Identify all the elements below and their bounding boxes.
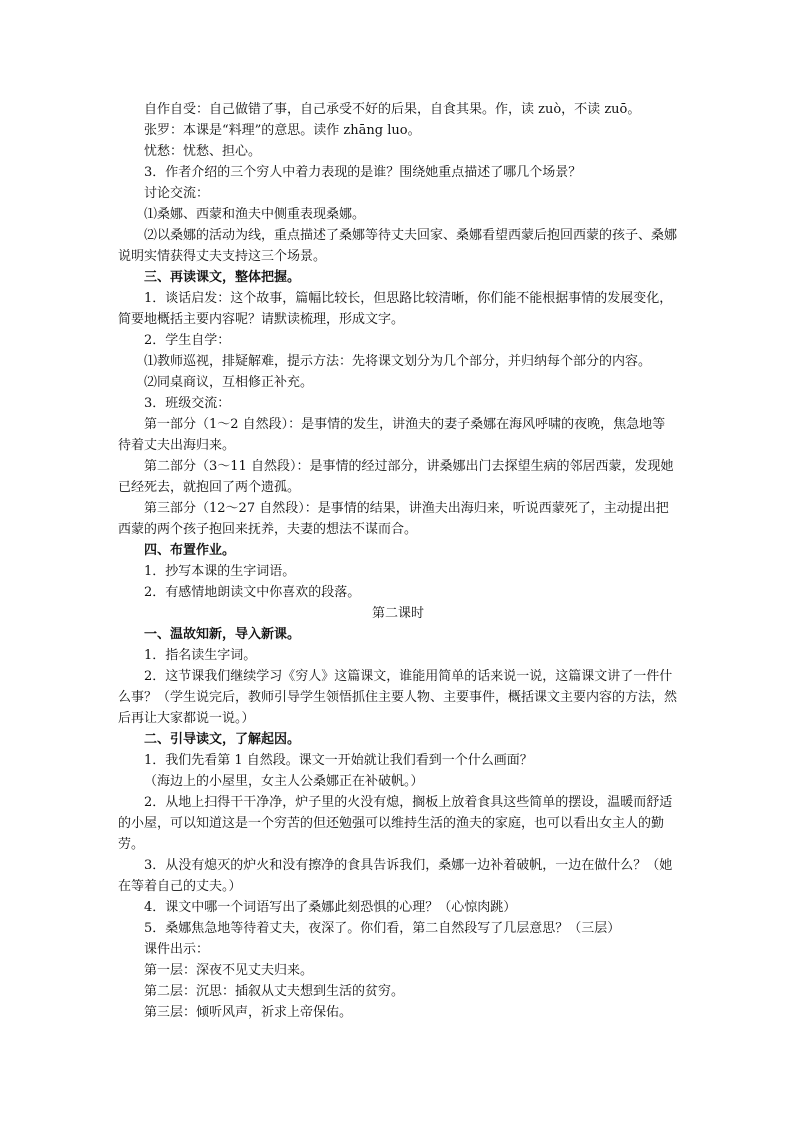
section-heading: 一、温故知新，导入新课。 [144, 627, 301, 642]
paragraph: 第三部分（12～27 自然段）：是事情的结果，讲渔夫出海归来，听说西蒙死了，主动提出把西蒙的两个孩子抱回来抚养，夫妻的想法不谋而合。 [118, 501, 669, 537]
section-heading: 三、再读课文，整体把握。 [144, 270, 301, 285]
paragraph: 课件出示： [144, 942, 210, 957]
document-body [118, 99, 678, 1023]
paragraph: 自作自受：自己做错了事，自己承受不好的后果，自食其果。作，读 zuò，不读 zuō。 [144, 102, 641, 117]
paragraph: （海边上的小屋里，女主人公桑娜正在补破帆。） [144, 774, 424, 789]
paragraph: 4．课文中哪一个词语写出了桑娜此刻恐惧的心理？（心惊肉跳） [144, 900, 517, 915]
paragraph: 2．有感情地朗读文中你喜欢的段落。 [144, 585, 361, 600]
paragraph: 3．作者介绍的三个穷人中着力表现的是谁？围绕她重点描述了哪几个场景？ [144, 165, 582, 180]
paragraph: 5．桑娜焦急地等待着丈夫，夜深了。你们看，第二自然段写了几层意思？（三层） [144, 921, 621, 936]
paragraph: 1．我们先看第 1 自然段。课文一开始就让我们看到一个什么画面？ [144, 753, 533, 768]
paragraph: 3．从没有熄灭的炉火和没有擦净的食具告诉我们，桑娜一边补着破帆，一边在做什么？（她在等着自己的丈夫。） [118, 858, 673, 894]
paragraph: 第二层：沉思：插叙从丈夫想到生活的贫穷。 [144, 984, 405, 999]
section-heading: 四、布置作业。 [144, 543, 236, 558]
paragraph: ⑵同桌商议，互相修正补充。 [144, 375, 314, 390]
paragraph: ⑴桑娜、西蒙和渔夫中侧重表现桑娜。 [144, 207, 366, 222]
section-heading: 二、引导读文，了解起因。 [144, 732, 301, 747]
paragraph: 2．从地上扫得干干净净，炉子里的火没有熄，搁板上放着食具这些简单的摆设，温暖而舒适的小屋，可以知道这是一个穷苦的但还勉强可以维持生活的渔夫的家庭，也可以看出女主人的勤劳。 [118, 795, 673, 852]
paragraph: 1．抄写本课的生字词语。 [144, 564, 296, 579]
paragraph: 1．指名读生字词。 [144, 648, 257, 663]
paragraph: 2．这节课我们继续学习《穷人》这篇课文，谁能用简单的话来说一说，这篇课文讲了一件什么事？（学生说完后，教师引导学生领悟抓住主要人物、主要事件，概括课文主要内容的方法，然后再让大家都说一说。） [118, 669, 678, 726]
paragraph: 第三层：倾听风声，祈求上帝保佑。 [144, 1005, 353, 1020]
paragraph: 讨论交流： [144, 186, 210, 201]
paragraph: 第一层：深夜不见丈夫归来。 [144, 963, 314, 978]
paragraph: 3．班级交流： [144, 396, 231, 411]
paragraph: 第一部分（1～2 自然段）：是事情的发生，讲渔夫的妻子桑娜在海风呼啸的夜晚，焦急地等待着丈夫出海归来。 [118, 417, 666, 453]
paragraph: 忧愁：忧愁、担心。 [144, 144, 262, 159]
paragraph: 张罗：本课是“料理”的意思。读作 zhāng luo。 [144, 123, 421, 138]
paragraph: 1．谈话启发：这个故事，篇幅比较长，但思路比较清晰，你们能不能根据事情的发展变化，简要地概括主要内容呢？请默读梳理，形成文字。 [118, 291, 673, 327]
paragraph: ⑵以桑娜的活动为线，重点描述了桑娜等待丈夫回家、桑娜看望西蒙后抱回西蒙的孩子、桑娜说明实情获得丈夫支持这三个场景。 [118, 228, 678, 264]
paragraph: ⑴教师巡视，排疑解难，提示方法：先将课文划分为几个部分，并归纳每个部分的内容。 [144, 354, 652, 369]
paragraph: 第二部分（3～11 自然段）：是事情的经过部分，讲桑娜出门去探望生病的邻居西蒙，发现她已经死去，就抱回了两个遗孤。 [118, 459, 674, 495]
paragraph: 2．学生自学： [144, 333, 231, 348]
section-heading: 第二课时 [371, 606, 424, 621]
